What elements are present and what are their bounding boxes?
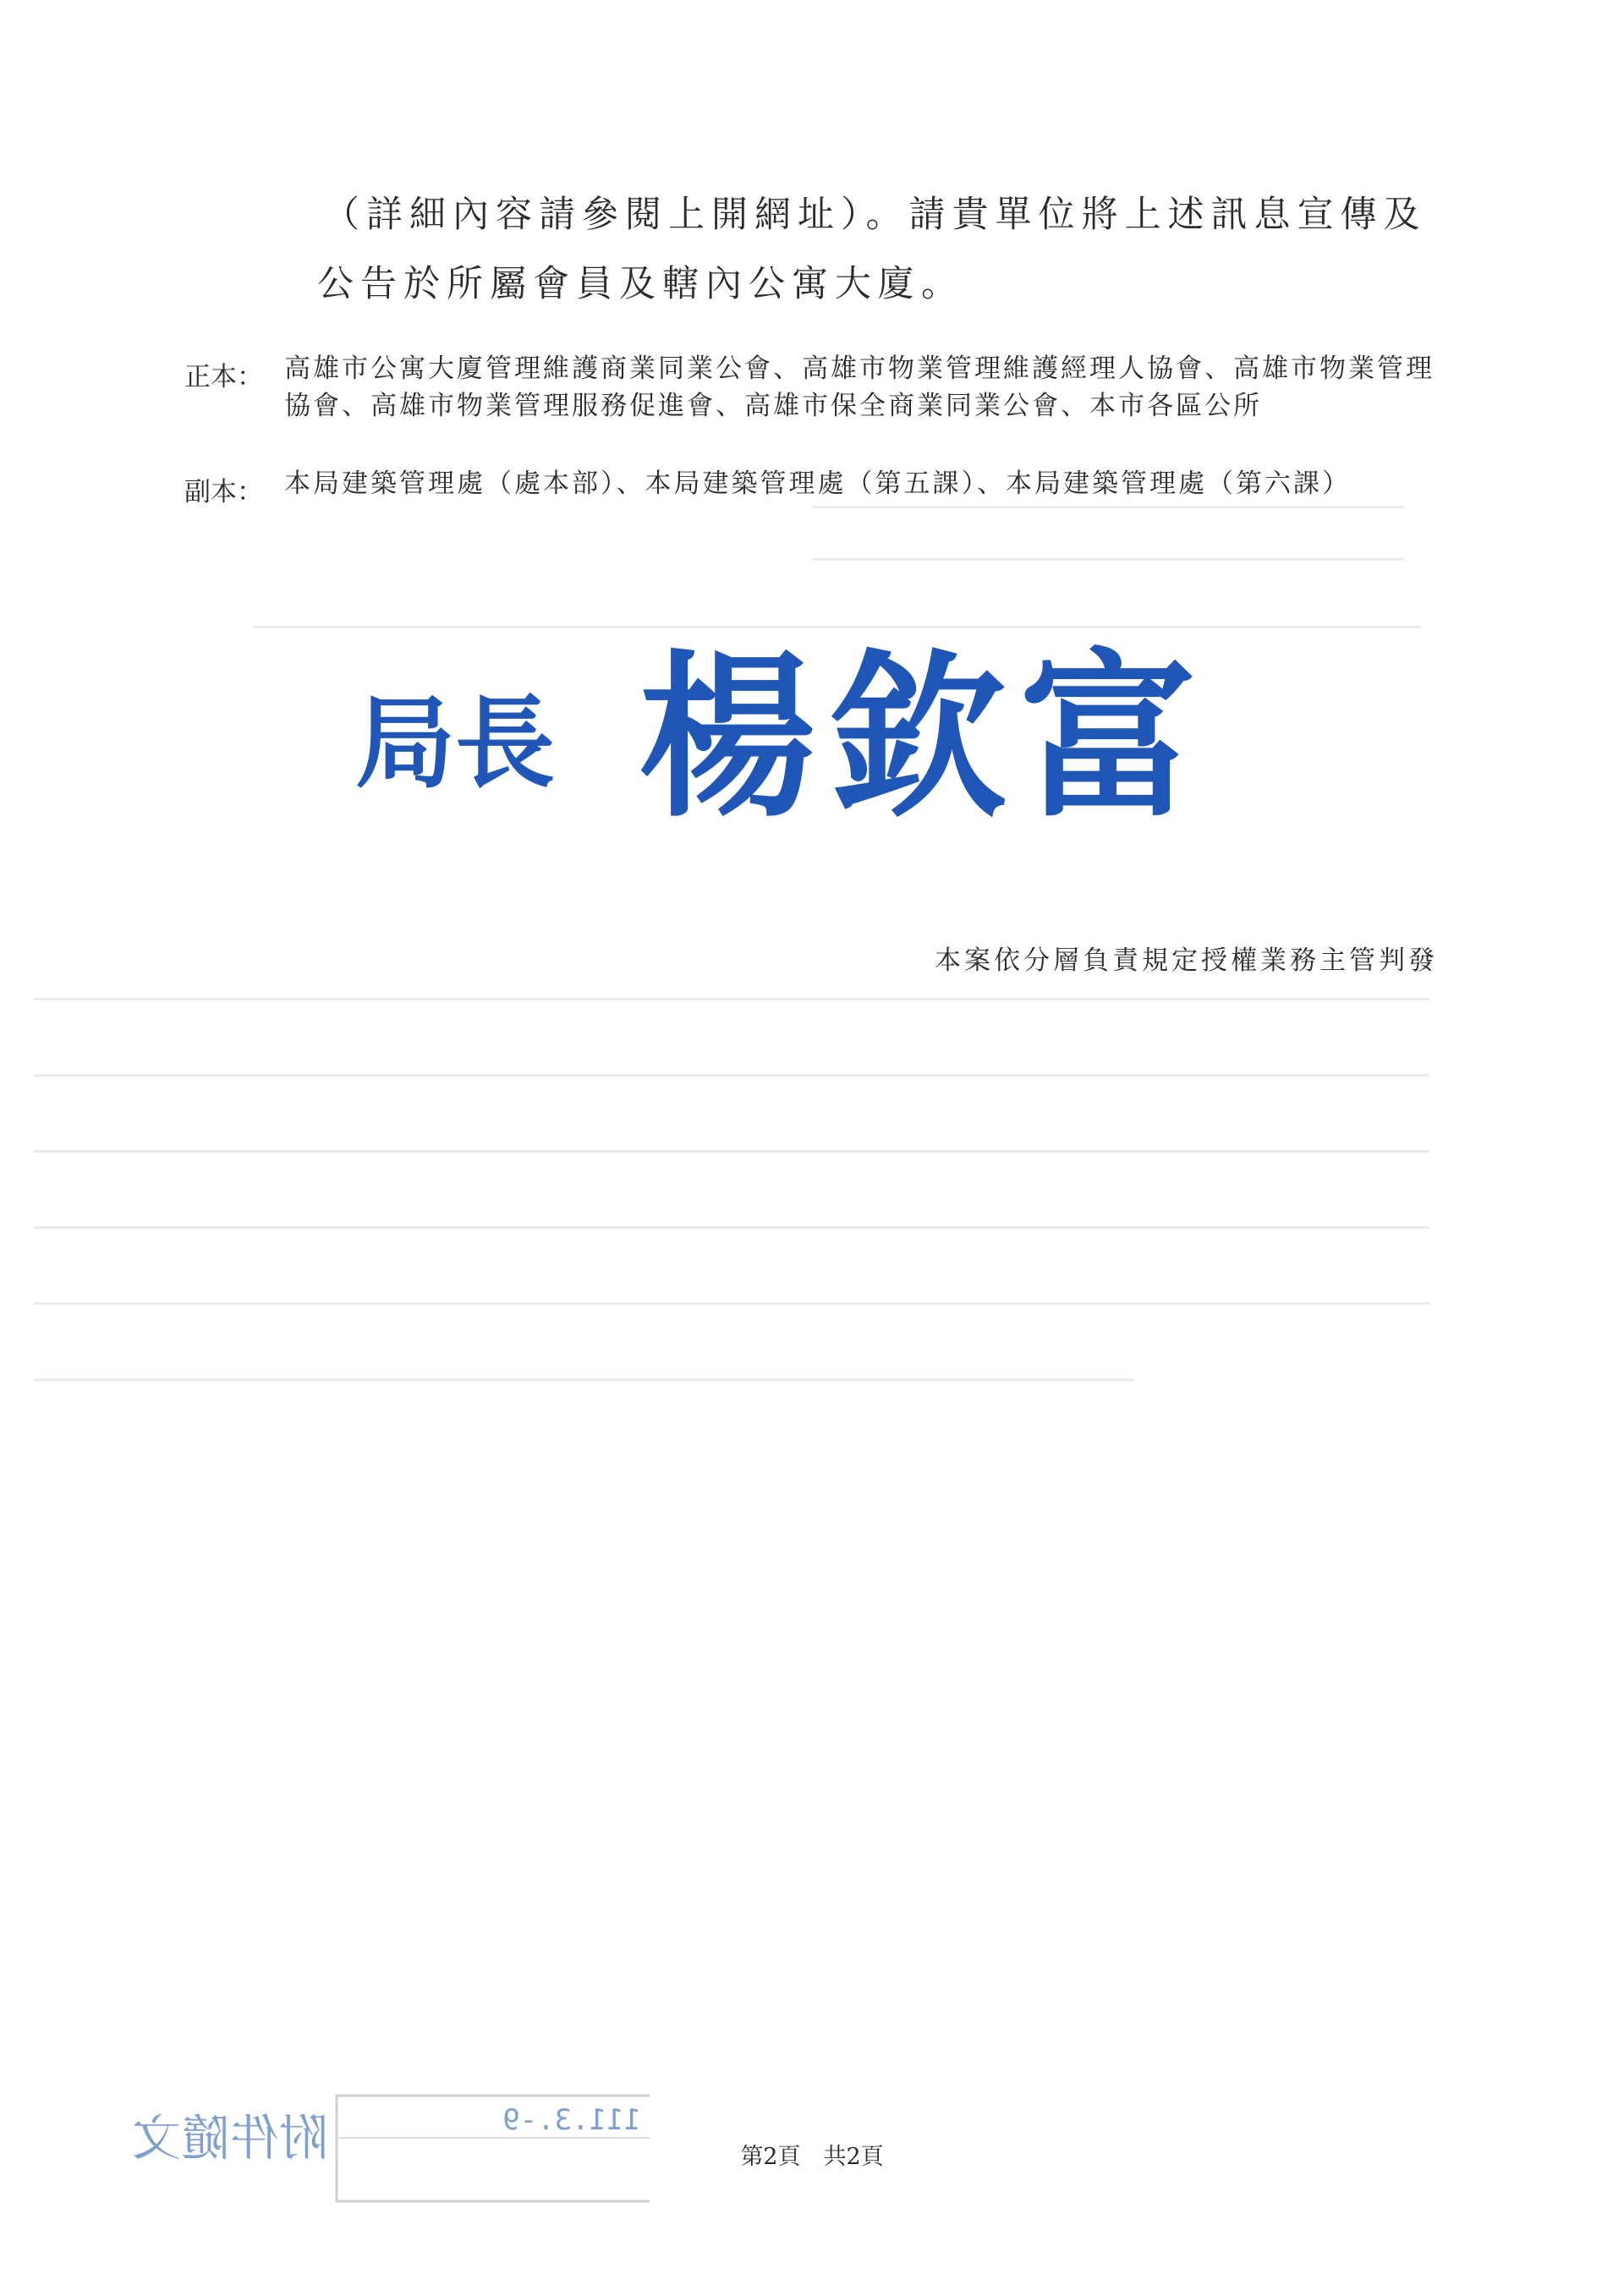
signature-title: 局長 <box>355 684 556 802</box>
bleed-through-line <box>34 998 1429 1000</box>
body-text-line-1: （詳細內容請參閱上開網址）。請貴單位將上述訊息宣傳及 <box>323 194 1427 236</box>
bleed-through-line <box>812 558 1404 561</box>
bleed-through-line <box>34 1074 1429 1077</box>
bleed-through-line <box>34 1378 1133 1381</box>
body-text-line-2: 公告於所屬會員及轄內公寓大廈。 <box>317 263 964 305</box>
copy-recipients-label: 副本： <box>184 477 263 507</box>
bleed-through-line <box>812 506 1404 508</box>
bleed-through-line <box>34 1302 1429 1305</box>
stamp-text: 附件隨文 <box>131 2109 328 2167</box>
bleed-through-line <box>34 1150 1429 1153</box>
page-number: 第2頁 共2頁 <box>740 2144 884 2170</box>
signature-name: 楊欽富 <box>639 633 1210 841</box>
copy-recipients-text: 本局建築管理處（處本部）、本局建築管理處（第五課）、本局建築管理處（第六課） <box>284 469 1351 499</box>
main-recipients-label: 正本： <box>184 362 263 392</box>
stamp-date: 111.3.-9 <box>502 2103 641 2137</box>
delegation-note: 本案依分層負責規定授權業務主管判發 <box>935 945 1438 976</box>
bleed-through-line <box>34 1226 1429 1229</box>
main-recipients-text: 高雄市公寓大廈管理維護商業同業公會、高雄市物業管理維護經理人協會、高雄市物業管理協會、高雄市物業管理服務促進會、高雄市保全商業同業公會、本市各區公所 <box>284 353 1435 421</box>
director-signature-seal <box>338 626 1226 846</box>
